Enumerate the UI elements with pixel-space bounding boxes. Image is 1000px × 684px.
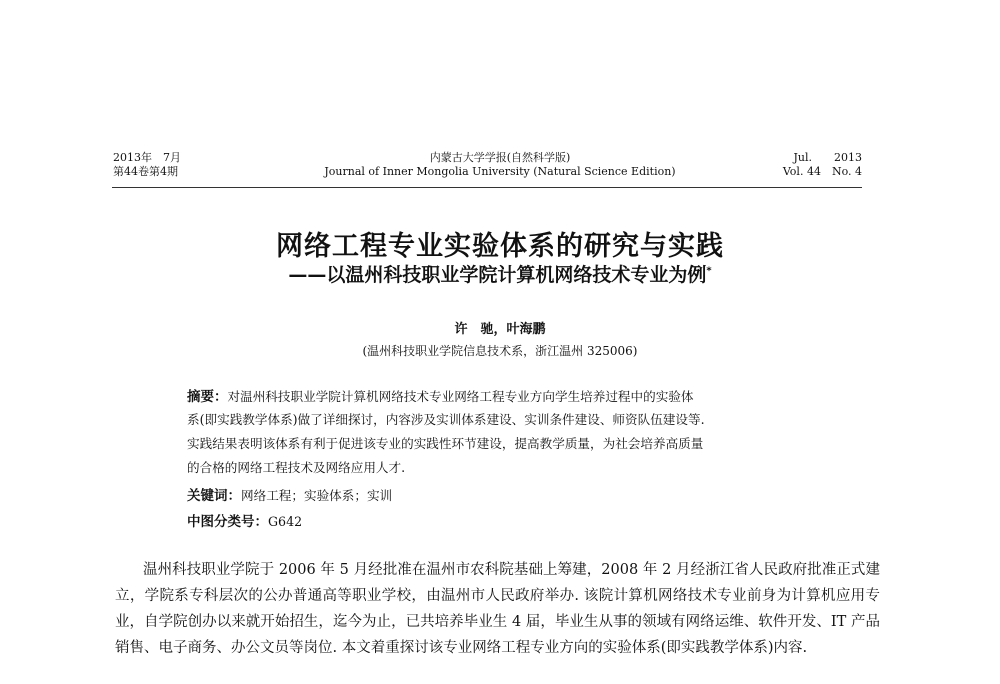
header-rule [112, 187, 862, 188]
abstract-line: 系(即实践教学体系)做了详细探讨，内容涉及实训体系建设、实训条件建设、师资队伍建设等. [187, 412, 705, 427]
abstract-line: 实践结果表明该体系有利于促进该专业的实践性环节建设，提高教学质量，为社会培养高质量 [187, 436, 704, 451]
classification-label: 中图分类号： [187, 514, 268, 530]
abstract-label: 摘要： [187, 389, 228, 405]
abstract-line [187, 385, 693, 405]
issue-volume-en: Vol. 44 No. 4 [782, 165, 862, 178]
authors: 许 驰，叶海鹏 [454, 322, 546, 337]
keywords [187, 484, 392, 504]
subtitle-text: ——以温州科技职业学院计算机网络技术专业为例 [288, 264, 707, 286]
keywords-value: 网络工程；实验体系；实训 [241, 488, 393, 503]
classification-value: G642 [268, 514, 303, 529]
paper-title: 网络工程专业实验体系的研究与实践 [276, 231, 724, 262]
header-issue [783, 151, 862, 179]
abstract-text: 对温州科技职业学院计算机网络技术专业网络工程专业方向学生培养过程中的实验体 [227, 389, 694, 404]
journal-name-en: Journal of Inner Mongolia University (Natural Science Edition) [324, 165, 676, 178]
header-volume-line: 第44卷第4期 [113, 165, 178, 178]
footnote-mark: * [706, 265, 712, 277]
classification [187, 510, 302, 530]
abstract-line: 的合格的网络工程技术及网络应用人才. [187, 460, 406, 475]
keywords-label: 关键词： [187, 488, 241, 504]
journal-name-cn: 内蒙古大学学报(自然科学版) [429, 151, 571, 164]
header-date-line: 2013年 7月 [113, 151, 181, 164]
paper-subtitle [0, 260, 1000, 287]
body-paragraph: 温州科技职业学院于 2006 年 5 月经批准在温州市农科院基础上筹建，2008 年 2 月经浙江省人民政府批准正式建立，学院系专科层次的公办普通高等职业学校，由温州市人民政府举办. 该院计算机网络技术专业前身为计算机应用专业，自学院创办以来就开始招生，迄今为止，已共培养毕业生 4 届，毕业生从事的领域有网络运维、软件开发、IT 产品销售、电子商务、办公文员等岗位. 本文着重探讨该专业网络工程专业方向的实验体系(即实践教学体系)内容. [115, 562, 880, 656]
affiliation: (温州科技职业学院信息技术系，浙江温州 325006) [362, 344, 638, 358]
issue-date-en: Jul. 2013 [793, 151, 862, 164]
